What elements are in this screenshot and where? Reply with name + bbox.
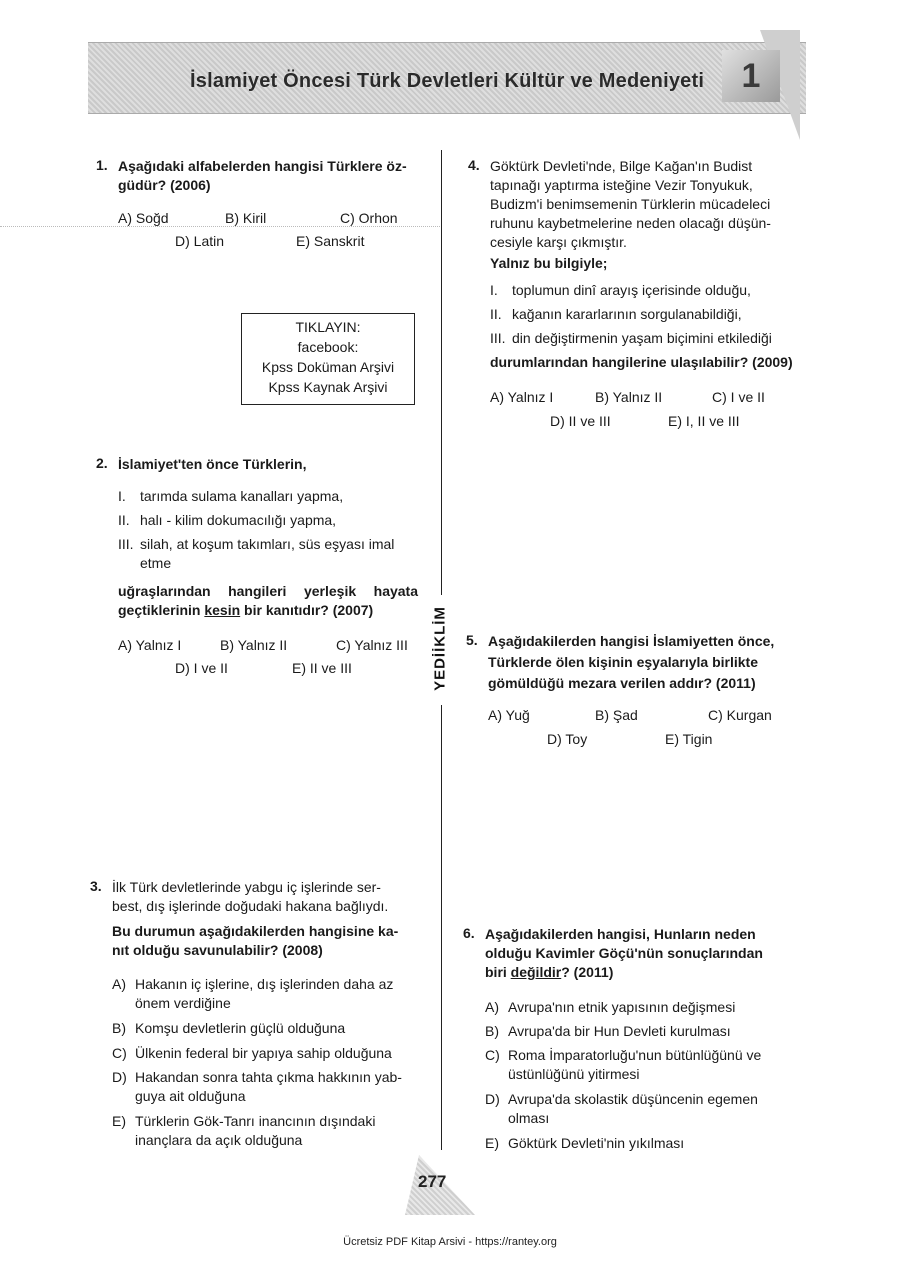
option-d-text: olması: [508, 1110, 550, 1126]
question-lead: Yalnız bu bilgiyle;: [490, 255, 608, 271]
question-text-part: bir kanıtıdır? (2007): [240, 602, 374, 618]
option-d-text: Hakandan sonra tahta çıkma hakkının yab-: [135, 1069, 402, 1085]
option-a: A) Yuğ: [488, 707, 530, 723]
question-text-line: Aşağıdakilerden hangisi İslamiyetten önce,: [488, 633, 775, 649]
option-d: D) II ve III: [550, 413, 611, 429]
question-text-line: uğraşlarından hangileri yerleşik hayata: [118, 583, 418, 599]
question-text-line: tapınağı yaptırma isteğine Vezir Tonyukuk,: [490, 177, 753, 193]
option-e-text: inançlara da açık olduğuna: [135, 1132, 303, 1148]
promo-line: TIKLAYIN:: [295, 319, 361, 335]
option-b: B) Yalnız II: [595, 389, 663, 405]
question-text-line: [118, 601, 373, 620]
option-e-text: Türklerin Gök-Tanrı inancının dışındaki: [135, 1113, 376, 1129]
option-b: B) Kiril: [225, 210, 267, 226]
option-c-text: üstünlüğünü yitirmesi: [508, 1066, 640, 1082]
option-letter: D): [485, 1091, 500, 1107]
roman-num: III.: [490, 330, 506, 346]
question-stem: İslamiyet'ten önce Türklerin,: [118, 456, 307, 472]
option-b: B) Şad: [595, 707, 638, 723]
publisher-brand: YEDİİKLİM: [431, 606, 449, 691]
option-letter: C): [112, 1045, 127, 1061]
question-number: 4.: [468, 157, 480, 173]
option-c: C) Kurgan: [708, 707, 772, 723]
option-letter: B): [112, 1020, 126, 1036]
option-e-text: Göktürk Devleti'nin yıkılması: [508, 1135, 685, 1151]
item-text: din değiştirmenin yaşam biçimini etkilediği: [512, 330, 772, 346]
unit-badge: 1: [722, 50, 780, 102]
option-b: B) Yalnız II: [220, 637, 288, 653]
option-c-text: Roma İmparatorluğu'nun bütünlüğünü ve: [508, 1047, 762, 1063]
footer-text: Ücretsiz PDF Kitap Arsivi - https://rantey.org: [343, 1236, 557, 1248]
roman-num: I.: [490, 282, 498, 298]
option-e: E) Tigin: [665, 731, 713, 747]
question-text-line: İlk Türk devletlerinde yabgu iç işlerinde ser-: [112, 879, 381, 895]
option-b-text: Komşu devletlerin güçlü olduğuna: [135, 1020, 346, 1036]
question-number: 3.: [90, 878, 102, 894]
option-c-text: Ülkenin federal bir yapıya sahip olduğuna: [135, 1045, 392, 1061]
question-text-line: Budizm'i benimsemenin Türklerin mücadeleci: [490, 196, 771, 212]
question-text-part: geçtiklerinin: [118, 602, 205, 618]
option-a: A) Soğd: [118, 210, 169, 226]
option-letter: E): [485, 1135, 499, 1151]
question-number: 2.: [96, 455, 108, 471]
option-d: D) Latin: [175, 233, 225, 249]
item-text: toplumun dinî arayış içerisinde olduğu,: [512, 282, 751, 298]
option-d: D) I ve II: [175, 660, 228, 676]
roman-num: II.: [490, 306, 502, 322]
roman-num: II.: [118, 512, 130, 528]
question-text-line: [485, 963, 613, 982]
option-b-text: Avrupa'da bir Hun Devleti kurulması: [508, 1023, 731, 1039]
option-letter: C): [485, 1047, 500, 1063]
scan-line: [0, 226, 440, 227]
roman-num: III.: [118, 536, 134, 552]
roman-num: I.: [118, 488, 126, 504]
option-a: A) Yalnız I: [118, 637, 182, 653]
promo-line: Kpss Kaynak Arşivi: [268, 379, 388, 395]
option-d: D) Toy: [547, 731, 588, 747]
option-letter: B): [485, 1023, 499, 1039]
question-number: 6.: [463, 925, 475, 941]
option-e: E) Sanskrit: [296, 233, 365, 249]
promo-line: Kpss Doküman Arşivi: [261, 359, 395, 375]
option-c: C) Orhon: [340, 210, 398, 226]
item-text: tarımda sulama kanalları yapma,: [140, 488, 344, 504]
question-number: 1.: [96, 157, 108, 173]
option-a-text: önem verdiğine: [135, 995, 231, 1011]
item-text: silah, at koşum takımları, süs eşyası imal: [140, 536, 395, 552]
option-a: A) Yalnız I: [490, 389, 554, 405]
item-text: halı - kilim dokumacılığı yapma,: [140, 512, 337, 528]
promo-line: facebook:: [297, 339, 359, 355]
question-text-line: olduğu Kavimler Göçü'nün sonuçlarından: [485, 945, 763, 961]
emphasis-word: kesin: [204, 602, 241, 618]
question-text-line: Bu durumun aşağıdakilerden hangisine ka-: [112, 923, 399, 939]
question-text-line: durumlarından hangilerine ulaşılabilir? (2009): [490, 354, 793, 370]
option-a-text: Avrupa'nın etnik yapısının değişmesi: [508, 999, 736, 1015]
question-text-line: Aşağıdaki alfabelerden hangisi Türklere öz-: [118, 158, 407, 174]
question-text-line: nıt olduğu savunulabilir? (2008): [112, 942, 323, 958]
question-text-line: Göktürk Devleti'nde, Bilge Kağan'ın Budist: [490, 158, 753, 174]
question-text-line: Aşağıdakilerden hangisi, Hunların neden: [485, 926, 756, 942]
promo-box: [241, 313, 415, 405]
option-c: C) Yalnız III: [336, 637, 408, 653]
question-number: 5.: [466, 632, 478, 648]
question-text-line: cesiyle karşı çıkmıştır.: [490, 234, 627, 250]
page-title: İslamiyet Öncesi Türk Devletleri Kültür ve Medeniyeti: [190, 70, 705, 92]
question-text-part: ? (2011): [561, 964, 614, 980]
question-text-line: best, dış işlerinde doğudaki hakana bağlıydı.: [112, 898, 389, 914]
option-d-text: guya ait olduğuna: [135, 1088, 246, 1104]
question-text-line: Türklerde ölen kişinin eşyalarıyla birlikte: [488, 654, 759, 670]
option-letter: E): [112, 1113, 126, 1129]
question-text-part: biri: [485, 964, 511, 980]
option-letter: A): [485, 999, 499, 1015]
question-text-line: güdür? (2006): [118, 177, 211, 193]
option-letter: A): [112, 976, 126, 992]
option-d-text: Avrupa'da skolastik düşüncenin egemen: [508, 1091, 758, 1107]
emphasis-word: değildir: [510, 964, 562, 980]
question-text-line: ruhunu kaybetmelerine neden olacağı düşün-: [490, 215, 771, 231]
option-a-text: Hakanın iç işlerine, dış işlerinden daha az: [135, 976, 394, 992]
item-text: etme: [140, 555, 172, 571]
option-e: E) II ve III: [292, 660, 352, 676]
question-text-line: gömüldüğü mezara verilen addır? (2011): [488, 675, 756, 691]
page-number: 277: [418, 1172, 447, 1191]
option-c: C) I ve II: [712, 389, 765, 405]
item-text: kağanın kararlarının sorgulanabildiği,: [512, 306, 742, 322]
option-letter: D): [112, 1069, 127, 1085]
option-e: E) I, II ve III: [668, 413, 740, 429]
